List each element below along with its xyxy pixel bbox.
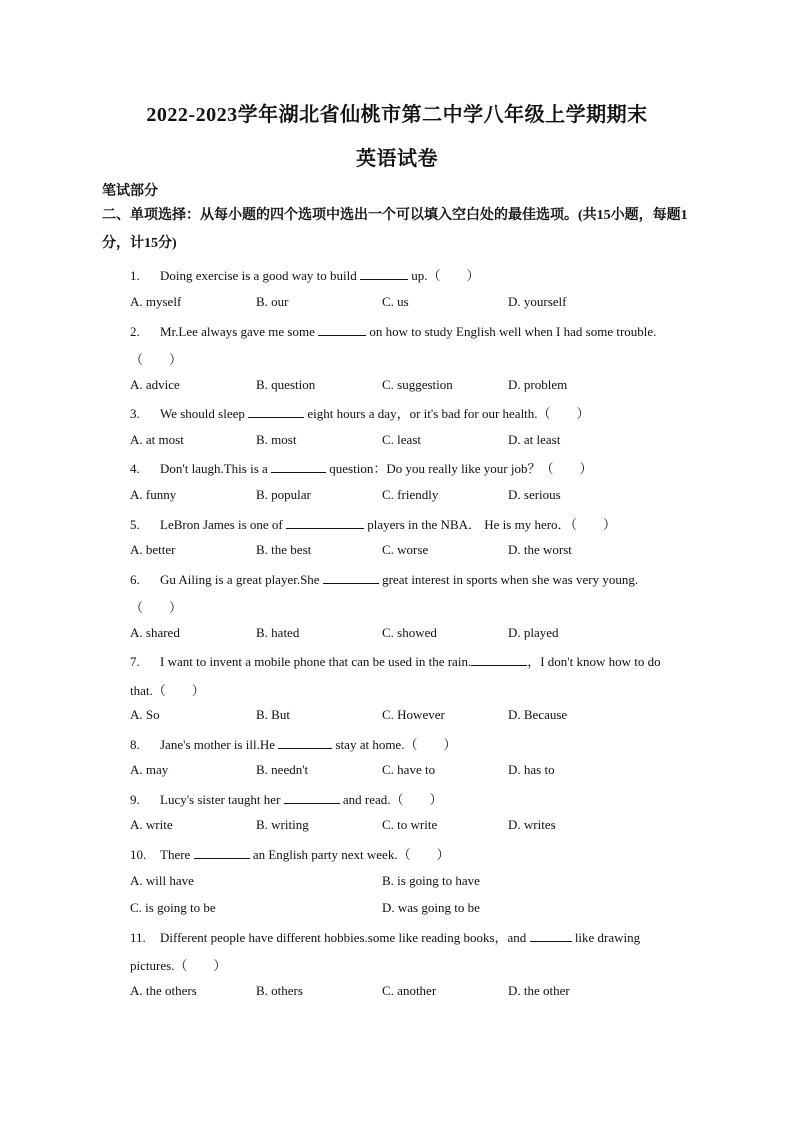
question-text: I want to invent a mobile phone that can be used in the rain. xyxy=(160,654,472,669)
option-b[interactable]: B. others xyxy=(256,983,303,998)
question-continuation: （ ） xyxy=(130,352,183,367)
question-text: There xyxy=(160,847,194,862)
question-1 xyxy=(130,262,700,289)
answer-blank xyxy=(278,736,332,749)
option-d[interactable]: D. Because xyxy=(508,707,568,722)
answer-blank xyxy=(248,405,304,418)
option-c[interactable]: C. friendly xyxy=(382,487,439,502)
option-c[interactable]: C. suggestion xyxy=(382,377,453,392)
question-number: 11. xyxy=(130,930,146,945)
option-d[interactable]: D. the other xyxy=(508,983,570,998)
option-c[interactable]: C. is going to be xyxy=(130,900,216,915)
answer-blank xyxy=(284,791,340,804)
question-text-end: stay at home.（ ） xyxy=(332,737,457,752)
option-c[interactable]: C. us xyxy=(382,294,409,309)
question-text: Different people have different hobbies.some like reading books，and xyxy=(160,930,530,945)
option-a[interactable]: A. may xyxy=(130,762,169,777)
option-a[interactable]: A. better xyxy=(130,542,176,557)
question-number: 7. xyxy=(130,654,140,669)
option-a[interactable]: A. at most xyxy=(130,432,184,447)
question-text: Don't laugh.This is a xyxy=(160,461,272,476)
question-text: Gu Ailing is a great player.She xyxy=(160,572,323,587)
question-continuation: that.（ ） xyxy=(130,683,205,698)
question-text: Lucy's sister taught her xyxy=(160,792,284,807)
question-text-end: up.（ ） xyxy=(408,268,480,283)
question-11 xyxy=(130,924,700,951)
question-continuation: （ ） xyxy=(130,600,183,615)
question-text: Jane's mother is ill.He xyxy=(160,737,279,752)
question-text-end: great interest in sports when she was very young. xyxy=(378,572,639,587)
option-row xyxy=(130,432,700,452)
answer-blank xyxy=(323,571,379,584)
option-a[interactable]: A. myself xyxy=(130,294,182,309)
question-6 xyxy=(130,566,700,593)
option-row xyxy=(130,707,700,727)
option-c[interactable]: C. worse xyxy=(382,542,429,557)
option-c[interactable]: C. to write xyxy=(382,817,438,832)
question-text-end: like drawing xyxy=(571,930,641,945)
question-10 xyxy=(130,841,700,868)
answer-blank xyxy=(318,323,366,336)
option-row xyxy=(130,817,700,837)
section-instruction: 二、单项选择：从每小题的四个选项中选出一个可以填入空白处的最佳选项。(共15小题，每题1分，计15分) xyxy=(102,208,688,251)
answer-blank xyxy=(286,516,364,529)
question-continuation: pictures.（ ） xyxy=(130,958,227,973)
question-number: 5. xyxy=(130,517,140,532)
exam-title: 2022-2023学年湖北省仙桃市第二中学八年级上学期期末 xyxy=(146,104,648,126)
answer-blank xyxy=(360,267,408,280)
option-a[interactable]: A. write xyxy=(130,817,173,832)
option-a[interactable]: A. So xyxy=(130,707,160,722)
option-row xyxy=(130,762,700,782)
option-row xyxy=(130,900,700,920)
answer-blank xyxy=(194,846,250,859)
option-row xyxy=(130,377,700,397)
option-c[interactable]: C. However xyxy=(382,707,445,722)
answer-blank xyxy=(271,460,326,473)
option-a[interactable]: A. shared xyxy=(130,625,180,640)
option-row xyxy=(130,294,700,314)
question-number: 3. xyxy=(130,406,140,421)
option-row xyxy=(130,542,700,562)
option-row xyxy=(130,625,700,645)
question-7 xyxy=(130,648,700,675)
option-a[interactable]: A. will have xyxy=(130,873,194,888)
option-a[interactable]: A. the others xyxy=(130,983,197,998)
option-d[interactable]: D. played xyxy=(508,625,559,640)
question-text: We should sleep xyxy=(160,406,249,421)
option-b[interactable]: B. most xyxy=(256,432,297,447)
question-5 xyxy=(130,511,700,538)
option-c[interactable]: C. have to xyxy=(382,762,436,777)
option-b[interactable]: B. writing xyxy=(256,817,309,832)
exam-subtitle: 英语试卷 xyxy=(356,148,438,170)
option-d[interactable]: D. at least xyxy=(508,432,561,447)
option-d[interactable]: D. writes xyxy=(508,817,556,832)
question-number: 4. xyxy=(130,461,140,476)
option-c[interactable]: C. another xyxy=(382,983,437,998)
option-d[interactable]: D. problem xyxy=(508,377,568,392)
question-text-end: question：Do you really like your job？（ ） xyxy=(326,461,593,476)
option-d[interactable]: D. yourself xyxy=(508,294,567,309)
option-b[interactable]: B. question xyxy=(256,377,316,392)
question-number: 8. xyxy=(130,737,140,752)
question-3 xyxy=(130,400,700,427)
question-text-end: on how to study English well when I had some trouble. xyxy=(366,324,657,339)
option-b[interactable]: B. our xyxy=(256,294,289,309)
option-b[interactable]: B. is going to have xyxy=(382,873,480,888)
option-d[interactable]: D. was going to be xyxy=(382,900,480,915)
question-text: LeBron James is one of xyxy=(160,517,287,532)
option-b[interactable]: B. the best xyxy=(256,542,312,557)
option-row xyxy=(130,487,700,507)
question-number: 6. xyxy=(130,572,140,587)
option-b[interactable]: B. hated xyxy=(256,625,300,640)
question-text-end: ，I don't know how to do xyxy=(527,654,661,669)
question-9 xyxy=(130,786,700,813)
question-8 xyxy=(130,731,700,758)
section-heading: 笔试部分 xyxy=(102,184,158,199)
question-number: 10. xyxy=(130,847,147,862)
question-number: 2. xyxy=(130,324,140,339)
answer-blank xyxy=(530,929,572,942)
option-row xyxy=(130,983,700,1003)
option-d[interactable]: D. serious xyxy=(508,487,561,502)
option-c[interactable]: C. least xyxy=(382,432,421,447)
question-2 xyxy=(130,318,700,345)
question-number: 1. xyxy=(130,268,140,283)
question-text-end: and read.（ ） xyxy=(339,792,443,807)
question-number: 9. xyxy=(130,792,140,807)
option-c[interactable]: C. showed xyxy=(382,625,437,640)
question-text: Doing exercise is a good way to build xyxy=(160,268,361,283)
question-text: Mr.Lee always gave me some xyxy=(160,324,319,339)
option-a[interactable]: A. advice xyxy=(130,377,180,392)
option-d[interactable]: D. has to xyxy=(508,762,555,777)
question-text-end: players in the NBA． He is my hero．（ ） xyxy=(364,517,617,532)
option-d[interactable]: D. the worst xyxy=(508,542,572,557)
option-row xyxy=(130,873,700,893)
question-text-end: eight hours a day，or it's bad for our health.（ ） xyxy=(304,406,590,421)
question-4 xyxy=(130,455,700,482)
option-b[interactable]: B. popular xyxy=(256,487,311,502)
answer-blank xyxy=(471,653,527,666)
question-text-end: an English party next week.（ ） xyxy=(249,847,450,862)
option-b[interactable]: B. needn't xyxy=(256,762,309,777)
option-a[interactable]: A. funny xyxy=(130,487,177,502)
option-b[interactable]: B. But xyxy=(256,707,290,722)
